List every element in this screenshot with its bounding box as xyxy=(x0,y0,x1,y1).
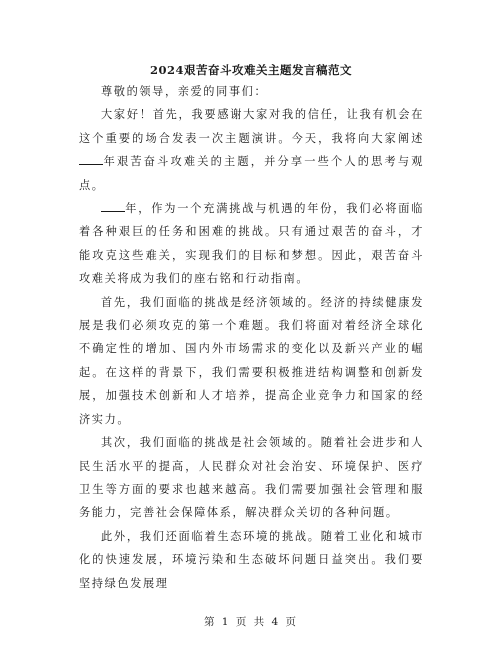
document-title: 2024艰苦奋斗攻难关主题发言稿范文 xyxy=(149,63,352,77)
document-body xyxy=(79,80,424,595)
paragraph-4: 其次，我们面临的挑战是社会领域的。随着社会进步和人民生活水平的提高，人民群众对社会治安、环境保护、医疗卫生等方面的要求也越来越高。我们需要加强社会管理和服务能力，完善社会保障体系，解决群众关切的各种问题。 xyxy=(79,436,424,520)
paragraph-1 xyxy=(79,103,424,197)
page-number-footer: 第 1 页 共 4 页 xyxy=(203,616,299,628)
salutation: 尊敬的领导，亲爱的同事们： xyxy=(101,85,268,98)
paragraph-5: 此外，我们还面临着生态环境的挑战。随着工业化和城市化的快速发展，环境污染和生态破坏问题日益突出。我们要坚持绿色发展理 xyxy=(79,529,424,590)
paragraph-3: 首先，我们面临的挑战是经济领域的。经济的持续健康发展是我们必须攻克的第一个难题。我们将面对着经济全球化不确定性的增加、国内外市场需求的变化以及新兴产业的崛起。在这样的背景下，我们需要积极推进结构调整和创新发展，加强技术创新和人才培养，提高企业竞争力和国家的经济实力。 xyxy=(79,295,424,426)
paragraph-2-text: 年，作为一个充满挑战与机遇的年份，我们必将面临着各种艰巨的任务和困难的挑战。只有通过艰苦的奋斗，才能攻克这些难关，实现我们的目标和梦想。因此，艰苦奋斗攻难关将成为我们的座右铭和行动指南。 xyxy=(79,202,424,286)
paragraph-1-text-after: 年艰苦奋斗攻难关的主题，并分享一些个人的思考与观点。 xyxy=(79,155,424,192)
year-blank xyxy=(101,201,125,212)
year-blank xyxy=(79,154,103,165)
paragraph-2 xyxy=(79,197,424,291)
paragraph-1-text-before: 大家好！首先，我要感谢大家对我的信任，让我有机会在这个重要的场合发表一次主题演讲。今天，我将向大家阐述 xyxy=(79,108,424,145)
